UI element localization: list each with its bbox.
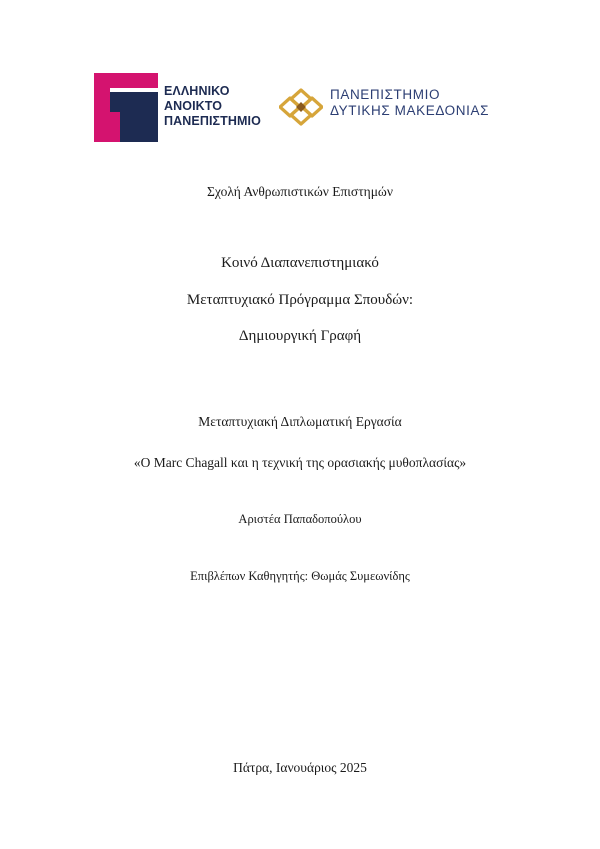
place-date: Πάτρα, Ιανουάριος 2025 xyxy=(233,760,367,775)
eap-name-line: ΑΝΟΙΚΤΟ xyxy=(164,99,223,113)
uowm-name xyxy=(330,87,489,119)
eap-logo xyxy=(92,70,272,145)
uowm-name-line: ΔΥΤΙΚΗΣ ΜΑΚΕΔΟΝΙΑΣ xyxy=(330,103,490,118)
uowm-emblem-icon xyxy=(279,86,323,128)
eap-name xyxy=(164,84,261,129)
eap-name-line: ΠΑΝΕΠΙΣΤΗΜΙΟ xyxy=(164,114,261,128)
uowm-logo xyxy=(279,86,323,128)
school-name: Σχολή Ανθρωπιστικών Επιστημών xyxy=(207,184,393,199)
uowm-name-line: ΠΑΝΕΠΙΣΤΗΜΙΟ xyxy=(330,87,441,102)
author-name: Αριστέα Παπαδοπούλου xyxy=(238,512,362,526)
thesis-type: Μεταπτυχιακή Διπλωματική Εργασία xyxy=(198,414,402,429)
program-line-1: Κοινό Διαπανεπιστημιακό xyxy=(221,255,379,271)
eap-emblem-icon xyxy=(92,70,162,145)
logos-header xyxy=(92,70,532,145)
program-line-2: Μεταπτυχιακό Πρόγραμμα Σπουδών: xyxy=(186,292,414,308)
thesis-title: «Ο Marc Chagall και η τεχνική της ορασιακής μυθοπλασίας» xyxy=(133,455,467,470)
supervisor: Επιβλέπων Καθηγητής: Θωμάς Συμεωνίδης xyxy=(190,569,410,583)
eap-name-line: ΕΛΛΗΝΙΚΟ xyxy=(164,84,230,98)
program-line-3: Δημιουργική Γραφή xyxy=(238,328,362,344)
